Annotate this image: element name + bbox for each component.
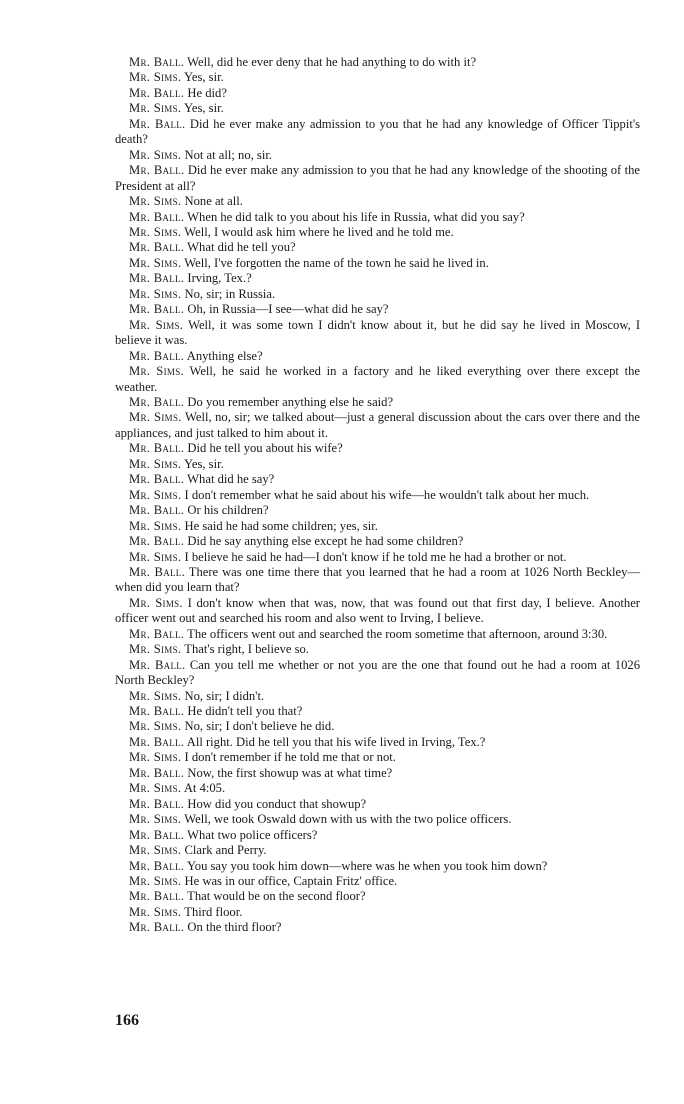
- transcript-line: [115, 704, 640, 719]
- spoken-text: Do you remember anything else he said?: [187, 394, 394, 409]
- speaker-name: Mr. Ball.: [129, 564, 186, 579]
- speaker-name: Mr. Ball.: [129, 858, 185, 873]
- spoken-text: I believe he said he had—I don't know if he told me he had a brother or not.: [184, 549, 567, 564]
- speaker-name: Mr. Ball.: [129, 441, 185, 456]
- transcript-line: [115, 658, 640, 689]
- spoken-text: What did he tell you?: [187, 240, 296, 255]
- spoken-text: Yes, sir.: [184, 70, 224, 85]
- transcript-line: [115, 410, 640, 441]
- transcript-line: [115, 920, 640, 935]
- transcript-line: [115, 750, 640, 765]
- transcript-line: [115, 596, 640, 627]
- speaker-name: Mr. Sims.: [129, 874, 182, 889]
- spoken-text: All right. Did he tell you that his wife lived in Irving, Tex.?: [186, 734, 486, 749]
- speaker-name: Mr. Ball.: [129, 472, 185, 487]
- spoken-text: Did he ever make any admission to you that he had any knowledge of the shooting of the President at all?: [115, 163, 640, 193]
- spoken-text: No, sir; I don't believe he did.: [184, 719, 335, 734]
- speaker-name: Mr. Sims.: [129, 456, 182, 471]
- transcript-line: [115, 627, 640, 642]
- spoken-text: Anything else?: [186, 348, 263, 363]
- speaker-name: Mr. Ball.: [129, 796, 185, 811]
- speaker-name: Mr. Ball.: [129, 534, 185, 549]
- transcript-line: [115, 441, 640, 456]
- transcript-line: [115, 349, 640, 364]
- speaker-name: Mr. Sims.: [129, 487, 182, 502]
- transcript-line: [115, 642, 640, 657]
- spoken-text: Did he ever make any admission to you that he had any knowledge of Officer Tippit's death?: [115, 116, 640, 147]
- spoken-text: Yes, sir.: [184, 101, 224, 116]
- spoken-text: He did?: [187, 85, 227, 100]
- page-number: 166: [115, 1012, 139, 1029]
- speaker-name: Mr. Ball.: [129, 271, 185, 286]
- transcript-line: [115, 210, 640, 225]
- speaker-name: Mr. Sims.: [129, 410, 182, 425]
- spoken-text: Not at all; no, sir.: [184, 147, 272, 162]
- spoken-text: Irving, Tex.?: [187, 271, 252, 286]
- transcript-line: [115, 519, 640, 534]
- speaker-name: Mr. Sims.: [129, 843, 182, 858]
- transcript-line: [115, 828, 640, 843]
- transcript-line: [115, 148, 640, 163]
- speaker-name: Mr. Ball.: [129, 734, 185, 749]
- spoken-text: How did you conduct that showup?: [187, 796, 367, 811]
- speaker-name: Mr. Ball.: [129, 827, 185, 842]
- transcript-line: [115, 256, 640, 271]
- spoken-text: On the third floor?: [187, 920, 282, 935]
- spoken-text: You say you took him down—where was he when you took him down?: [186, 858, 548, 873]
- speaker-name: Mr. Ball.: [129, 503, 185, 518]
- transcript-line: [115, 719, 640, 734]
- speaker-name: Mr. Sims.: [129, 549, 182, 564]
- transcript-line: [115, 472, 640, 487]
- spoken-text: Well, it was some town I didn't know about it, but he did say he lived in Moscow, I believe it was.: [115, 317, 641, 348]
- transcript-line: [115, 457, 640, 472]
- speaker-name: Mr. Sims.: [129, 70, 182, 85]
- transcript-body: [115, 55, 640, 936]
- transcript-line: [115, 781, 640, 796]
- spoken-text: That's right, I believe so.: [184, 642, 309, 657]
- spoken-text: There was one time there that you learned that he had a room at 1026 North Beckley—when did you learn that?: [115, 564, 641, 595]
- speaker-name: Mr. Ball.: [129, 626, 185, 641]
- transcript-line: [115, 117, 640, 148]
- speaker-name: Mr. Sims.: [129, 812, 182, 827]
- spoken-text: Did he say anything else except he had some children?: [187, 534, 464, 549]
- transcript-line: [115, 889, 640, 904]
- spoken-text: Well, he said he worked in a factory and he liked everything over there except the weather.: [115, 364, 640, 394]
- transcript-line: [115, 565, 640, 596]
- transcript-line: [115, 225, 640, 240]
- transcript-line: [115, 797, 640, 812]
- spoken-text: When he did talk to you about his life in Russia, what did you say?: [187, 209, 525, 224]
- speaker-name: Mr. Sims.: [129, 688, 182, 703]
- transcript-line: [115, 101, 640, 116]
- transcript-line: [115, 503, 640, 518]
- spoken-text: I don't remember what he said about his wife—he wouldn't talk about her much.: [184, 487, 590, 502]
- spoken-text: Can you tell me whether or not you are the one that found out he had a room at 1026 North Beckley?: [115, 657, 640, 688]
- spoken-text: Or his children?: [187, 503, 269, 518]
- speaker-name: Mr. Sims.: [129, 642, 182, 657]
- speaker-name: Mr. Ball.: [129, 85, 185, 100]
- speaker-name: Mr. Ball.: [129, 889, 185, 904]
- transcript-line: [115, 735, 640, 750]
- spoken-text: He was in our office, Captain Fritz' office.: [184, 874, 398, 889]
- spoken-text: He said he had some children; yes, sir.: [184, 518, 378, 533]
- speaker-name: Mr. Sims.: [129, 101, 182, 116]
- spoken-text: The officers went out and searched the room sometime that afternoon, around 3:30.: [187, 626, 608, 641]
- speaker-name: Mr. Ball.: [129, 209, 185, 224]
- spoken-text: Now, the first showup was at what time?: [187, 765, 393, 780]
- speaker-name: Mr. Sims.: [129, 286, 182, 301]
- transcript-line: [115, 550, 640, 565]
- speaker-name: Mr. Sims.: [129, 224, 182, 239]
- speaker-name: Mr. Sims.: [129, 194, 182, 209]
- transcript-line: [115, 488, 640, 503]
- spoken-text: What did he say?: [187, 472, 275, 487]
- speaker-name: Mr. Sims.: [129, 364, 184, 379]
- spoken-text: Well, no, sir; we talked about—just a general discussion about the cars over there and the appliances, and just talked to him about it.: [115, 410, 641, 440]
- spoken-text: I don't know when that was, now, that was found out that first day, I believe. Another officer went out and searched his room and also went to Irving, I believe.: [115, 595, 640, 626]
- speaker-name: Mr. Sims.: [129, 719, 182, 734]
- spoken-text: No, sir; in Russia.: [184, 286, 276, 301]
- speaker-name: Mr. Ball.: [129, 394, 185, 409]
- speaker-name: Mr. Ball.: [129, 116, 186, 131]
- speaker-name: Mr. Sims.: [129, 781, 182, 796]
- transcript-line: [115, 318, 640, 349]
- speaker-name: Mr. Sims.: [129, 595, 183, 610]
- transcript-line: [115, 874, 640, 889]
- transcript-line: [115, 905, 640, 920]
- transcript-line: [115, 364, 640, 395]
- spoken-text: Oh, in Russia—I see—what did he say?: [187, 302, 389, 317]
- transcript-line: [115, 70, 640, 85]
- transcript-line: [115, 812, 640, 827]
- speaker-name: Mr. Ball.: [129, 920, 185, 935]
- speaker-name: Mr. Ball.: [129, 55, 185, 69]
- spoken-text: That would be on the second floor?: [187, 889, 366, 904]
- speaker-name: Mr. Ball.: [129, 302, 185, 317]
- transcript-line: [115, 395, 640, 410]
- spoken-text: None at all.: [184, 194, 243, 209]
- transcript-line: [115, 240, 640, 255]
- spoken-text: Clark and Perry.: [184, 843, 267, 858]
- spoken-text: Well, I've forgotten the name of the town he said he lived in.: [184, 255, 489, 270]
- transcript-line: [115, 766, 640, 781]
- spoken-text: Third floor.: [184, 904, 243, 919]
- speaker-name: Mr. Sims.: [129, 147, 182, 162]
- speaker-name: Mr. Ball.: [129, 240, 185, 255]
- spoken-text: Well, we took Oswald down with us with the two police officers.: [184, 812, 512, 827]
- transcript-line: [115, 534, 640, 549]
- spoken-text: Did he tell you about his wife?: [187, 441, 343, 456]
- transcript-line: [115, 843, 640, 858]
- spoken-text: He didn't tell you that?: [187, 704, 303, 719]
- transcript-line: [115, 194, 640, 209]
- speaker-name: Mr. Ball.: [129, 657, 186, 672]
- spoken-text: What two police officers?: [187, 827, 318, 842]
- speaker-name: Mr. Sims.: [129, 750, 182, 765]
- spoken-text: I don't remember if he told me that or not.: [184, 750, 396, 765]
- spoken-text: No, sir; I didn't.: [184, 688, 265, 703]
- speaker-name: Mr. Sims.: [129, 518, 182, 533]
- transcript-line: [115, 689, 640, 704]
- transcript-line: [115, 55, 640, 70]
- spoken-text: At 4:05.: [183, 781, 226, 796]
- transcript-line: [115, 86, 640, 101]
- spoken-text: Well, I would ask him where he lived and he told me.: [184, 224, 454, 239]
- speaker-name: Mr. Sims.: [129, 904, 182, 919]
- spoken-text: Well, did he ever deny that he had anything to do with it?: [187, 55, 477, 69]
- speaker-name: Mr. Sims.: [129, 317, 184, 332]
- speaker-name: Mr. Ball.: [129, 765, 185, 780]
- transcript-line: [115, 302, 640, 317]
- transcript-line: [115, 271, 640, 286]
- speaker-name: Mr. Ball.: [129, 163, 185, 178]
- speaker-name: Mr. Ball.: [129, 348, 185, 363]
- spoken-text: Yes, sir.: [184, 456, 224, 471]
- transcript-line: [115, 163, 640, 194]
- transcript-line: [115, 287, 640, 302]
- speaker-name: Mr. Ball.: [129, 704, 185, 719]
- transcript-line: [115, 859, 640, 874]
- speaker-name: Mr. Sims.: [129, 255, 182, 270]
